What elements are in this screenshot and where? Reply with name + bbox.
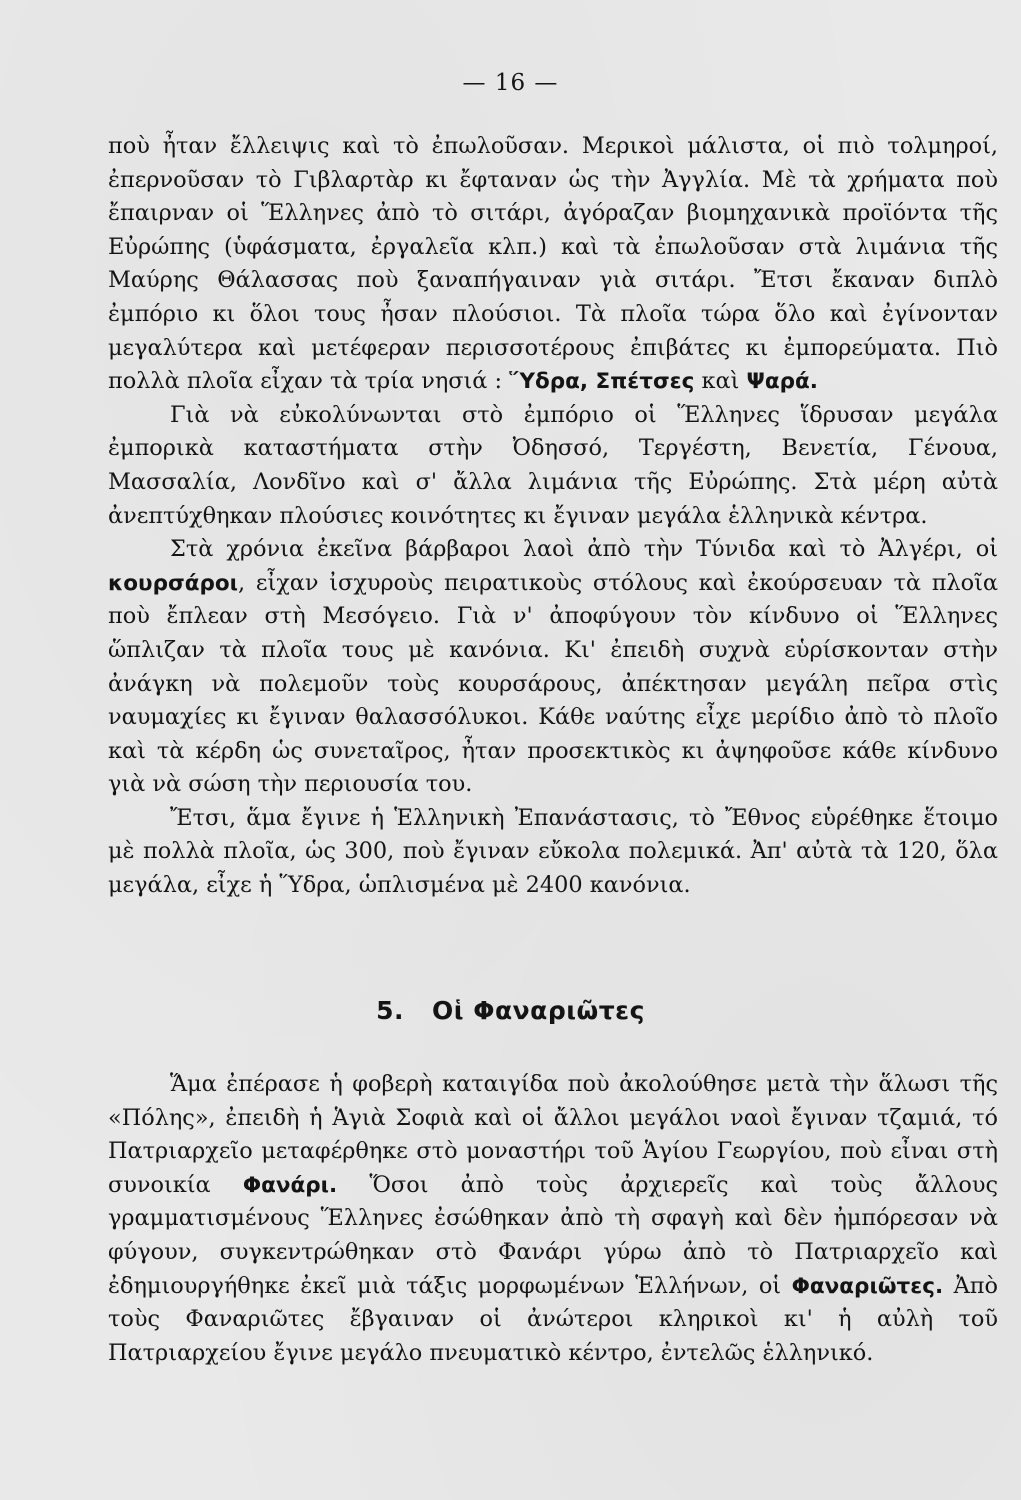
paragraph-text: Ἀπὸ τοὺς Φαναριῶτες ἔβγαιναν οἱ ἀνώτεροι κληρικοὶ κι' ἡ αὐλὴ τοῦ Πατριαρχείου ἔγινε μεγάλο πνευματικὸ κέντρο, ἐντελῶς ἑλληνικό. (108, 1272, 998, 1366)
paragraph (108, 399, 998, 533)
paragraph-text: ποὺ ἦταν ἔλλειψις καὶ τὸ ἐπωλοῦσαν. Μερικοὶ μάλιστα, οἱ πιὸ τολμηροί, ἐπερνοῦσαν τὸ Γιβλαρτὰρ κι ἔφταναν ὡς τὴν Ἀγγλία. Μὲ τὰ χρήματα ποὺ ἔπαιρναν οἱ Ἕλληνες ἀπὸ τὸ σιτάρι, ἀγόραζαν βιομηχανικὰ προϊόντα τῆς Εὐρώπης (ὑφάσματα, ἐργαλεῖα κλπ.) καὶ τὰ ἐπωλοῦσαν στὰ λιμάνια τῆς Μαύρης Θάλασσας ποὺ ξαναπήγαιναν γιὰ σιτάρι. Ἔτσι ἔκαναν διπλὸ ἐμπόριο κι ὅλοι τους ἦσαν πλούσιοι. Τὰ πλοῖα τώρα ὅλο καὶ ἐγίνονταν μεγαλύτερα καὶ μετέφεραν περισσοτέρους ἐπιβάτες κι ἐμπορεύματα. Πιὸ πολλὰ πλοῖα εἶχαν τὰ τρία νησιά : (108, 133, 998, 395)
paragraph (108, 533, 998, 802)
emphasized-text: κουρσάροι (108, 570, 239, 596)
section-heading (0, 996, 1021, 1025)
paragraph (108, 802, 998, 903)
paragraph-text: Ἅμα ἐπέρασε ἡ φοβερὴ καταιγίδα ποὺ ἀκολούθησε μετὰ τὴν ἅλωσι τῆς «Πόλης», ἐπειδὴ ἡ Ἁγιὰ Σοφιὰ καὶ οἱ ἄλλοι μεγάλοι ναοὶ ἔγιναν τζαμιά, τό Πατριαρχεῖο μεταφέρθηκε στὸ μοναστήρι τοῦ Ἁγίου Γεωργίου, ποὺ εἶναι στὴ συνοικία (108, 1071, 998, 1198)
emphasized-text: Φανάρι. (242, 1172, 338, 1198)
paragraph-text: , εἶχαν ἰσχυροὺς πειρατικοὺς στόλους καὶ ἐκούρσευαν τὰ πλοῖα ποὺ ἔπλεαν στὴ Μεσόγειο. Γιὰ ν' ἀποφύγουν τὸν κίνδυνο οἱ Ἕλληνες ὥπλιζαν τὰ πλοῖα τους μὲ κανόνια. Κι' ἐπειδὴ συχνὰ εὑρίσκονταν στὴν ἀνάγκη νὰ πολεμοῦν τοὺς κουρσάρους, ἀπέκτησαν μεγάλη πεῖρα στὶς ναυμαχίες κι ἔγιναν θαλασσόλυκοι. Κάθε ναύτης εἶχε μερίδιο ἀπὸ τὸ πλοῖο καὶ τὰ κέρδη ὡς συνεταῖρος, ἦταν προσεκτικὸς κι ἀψηφοῦσε κάθε κίνδυνο γιὰ νὰ σώση τὴν περιουσία του. (108, 569, 998, 798)
emphasized-text: Ψαρά. (746, 369, 818, 395)
paragraph-text: Ὅσοι ἀπὸ τοὺς ἀρχιερεῖς καὶ τοὺς ἄλλους γραμματισμένους Ἕλληνες ἐσώθηκαν ἀπὸ τὴ σφαγὴ καὶ δὲν ἠμπόρεσαν νὰ φύγουν, συγκεντρώθηκαν στὸ Φανάρι γύρω ἀπὸ τὸ Πατριαρχεῖο καὶ ἐδημιουργήθηκε ἐκεῖ μιὰ τάξις μορφωμένων Ἑλλήνων, οἱ (108, 1171, 998, 1299)
paragraph-text: Γιὰ νὰ εὐκολύνωνται στὸ ἐμπόριο οἱ Ἕλληνες ἵδρυσαν μεγάλα ἐμπορικὰ καταστήματα στὴν Ὀδησσό, Τεργέστη, Βενετία, Γένουα, Μασσαλία, Λονδῖνο καὶ σ' ἄλλα λιμάνια τῆς Εὐρώπης. Στὰ μέρη αὐτὰ ἀνεπτύχθηκαν πλούσιες κοινότητες κι ἔγιναν μεγάλα ἑλληνικὰ κέντρα. (108, 401, 998, 529)
emphasized-text: Φαναριῶτες. (791, 1273, 944, 1299)
paragraph-text: καὶ (694, 368, 747, 395)
paragraph-text: Ἔτσι, ἅμα ἔγινε ἡ Ἑλληνικὴ Ἐπανάστασις, τὸ Ἔθνος εὑρέθηκε ἕτοιμο μὲ πολλὰ πλοῖα, ὡς 300, ποὺ ἔγιναν εὔκολα πολεμικά. Ἀπ' αὐτὰ τὰ 120, ὅλα μεγάλα, εἶχε ἡ Ὕδρα, ὡπλισμένα μὲ 2400 κανόνια. (108, 804, 998, 899)
body-text-after-section (108, 1068, 998, 1370)
emphasized-text: Ὕδρα, Σπέτσες (509, 369, 695, 395)
paragraph (108, 1068, 998, 1370)
paragraph-text: Στὰ χρόνια ἐκεῖνα βάρβαροι λαοὶ ἀπὸ τὴν Τύνιδα καὶ τὸ Ἀλγέρι, οἱ (170, 536, 998, 563)
page-number: — 16 — (462, 70, 559, 96)
section-title: Οἱ Φαναριῶτες (432, 996, 645, 1025)
section-number: 5. (376, 996, 404, 1025)
paragraph (108, 130, 998, 399)
body-text-before-section (108, 130, 998, 903)
